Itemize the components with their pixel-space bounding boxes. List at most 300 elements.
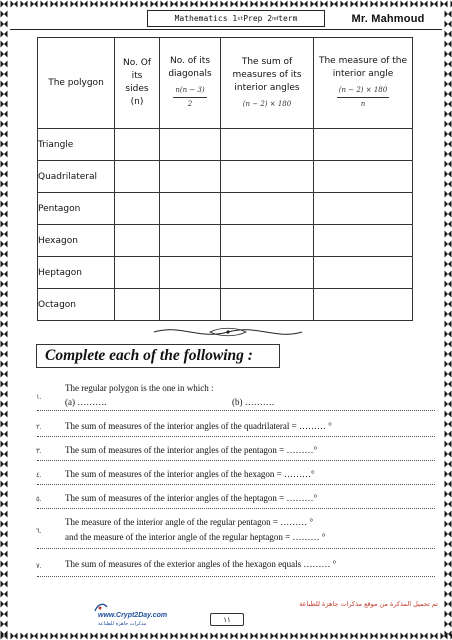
border-bowtie-icon	[200, 0, 208, 8]
border-bowtie-icon	[0, 540, 8, 548]
border-bowtie-icon	[40, 632, 48, 640]
border-bowtie-icon	[0, 570, 8, 578]
header-measure	[314, 38, 413, 129]
border-bowtie-icon	[310, 0, 318, 8]
header-sides	[115, 38, 160, 129]
border-bowtie-icon	[444, 70, 452, 78]
border-bowtie-icon	[444, 150, 452, 158]
polygon-table	[37, 37, 413, 321]
row-label-pentagon: Pentagon	[38, 193, 115, 225]
measure-formula-denominator: n	[360, 100, 366, 108]
border-bowtie-icon	[350, 0, 358, 8]
border-bowtie-icon	[0, 10, 8, 18]
cell-blank[interactable]	[314, 161, 413, 193]
border-bowtie-icon	[0, 550, 8, 558]
border-bowtie-icon	[150, 0, 158, 8]
border-bowtie-icon	[444, 550, 452, 558]
border-bowtie-icon	[444, 170, 452, 178]
table-row	[38, 193, 413, 225]
border-bowtie-icon	[444, 250, 452, 258]
border-bowtie-icon	[120, 632, 128, 640]
border-bowtie-icon	[100, 0, 108, 8]
border-bowtie-icon	[0, 60, 8, 68]
border-bowtie-icon	[444, 210, 452, 218]
border-bowtie-icon	[140, 632, 148, 640]
border-bowtie-icon	[330, 0, 338, 8]
border-bowtie-icon	[340, 0, 348, 8]
border-bowtie-icon	[0, 140, 8, 148]
border-bowtie-icon	[120, 0, 128, 8]
border-bowtie-icon	[444, 360, 452, 368]
diagonals-formula-denominator: 2	[187, 100, 193, 108]
border-bowtie-icon	[444, 380, 452, 388]
border-bowtie-icon	[0, 530, 8, 538]
border-bowtie-icon	[320, 632, 328, 640]
border-bowtie-icon	[0, 620, 8, 628]
border-bowtie-icon	[0, 300, 8, 308]
border-bowtie-icon	[270, 0, 278, 8]
border-bowtie-icon	[444, 540, 452, 548]
border-bowtie-icon	[190, 0, 198, 8]
border-bowtie-icon	[0, 600, 8, 608]
border-bowtie-icon	[444, 500, 452, 508]
border-bowtie-icon	[260, 0, 268, 8]
border-bowtie-icon	[0, 490, 8, 498]
border-bowtie-icon	[0, 180, 8, 188]
cell-blank[interactable]	[115, 129, 160, 161]
question-number: ٧.	[36, 562, 42, 570]
question-3-text: The sum of measures of the interior angles of the pentagon = ………°	[65, 445, 318, 455]
border-bowtie-icon	[0, 390, 8, 398]
table-row	[38, 289, 413, 321]
question-number: ٢.	[36, 423, 42, 431]
header-polygon	[38, 38, 115, 129]
border-bowtie-icon	[0, 230, 8, 238]
border-bowtie-icon	[110, 0, 118, 8]
border-bowtie-icon	[70, 632, 78, 640]
border-bowtie-icon	[444, 120, 452, 128]
border-bowtie-icon	[444, 320, 452, 328]
border-bowtie-icon	[0, 630, 8, 638]
border-bowtie-icon	[444, 580, 452, 588]
cell-blank[interactable]	[115, 193, 160, 225]
question-7-text: The sum of measures of the exterior angles of the hexagon equals ……… °	[65, 559, 337, 569]
border-bowtie-icon	[220, 632, 228, 640]
row-label-quadrilateral: Quadrilateral	[38, 161, 115, 193]
border-bowtie-icon	[0, 270, 8, 278]
question-5-text: The sum of measures of the interior angles of the heptagon = ………°	[65, 493, 318, 503]
border-bowtie-icon	[444, 420, 452, 428]
border-bowtie-icon	[180, 632, 188, 640]
border-bowtie-icon	[444, 330, 452, 338]
border-bowtie-icon	[0, 40, 8, 48]
border-bowtie-icon	[444, 30, 452, 38]
border-bowtie-icon	[430, 0, 438, 8]
border-bowtie-icon	[240, 0, 248, 8]
border-bowtie-icon	[430, 632, 438, 640]
diagonals-formula-numerator: n(n − 3)	[173, 84, 206, 98]
title-ordinal-nd: nd	[272, 15, 279, 22]
border-bowtie-icon	[290, 632, 298, 640]
border-bowtie-icon	[444, 400, 452, 408]
border-bowtie-icon	[140, 0, 148, 8]
border-bowtie-icon	[444, 450, 452, 458]
border-bowtie-icon	[160, 632, 168, 640]
border-bowtie-icon	[444, 260, 452, 268]
cell-blank[interactable]	[314, 129, 413, 161]
border-bowtie-icon	[170, 632, 178, 640]
border-bowtie-icon	[90, 0, 98, 8]
border-bowtie-icon	[0, 330, 8, 338]
border-bowtie-icon	[0, 210, 8, 218]
border-bowtie-icon	[0, 370, 8, 378]
border-bowtie-icon	[444, 590, 452, 598]
border-bowtie-icon	[40, 0, 48, 8]
border-bowtie-icon	[0, 130, 8, 138]
site-logo-icon	[94, 602, 108, 612]
border-bowtie-icon	[444, 40, 452, 48]
border-bowtie-icon	[160, 0, 168, 8]
cell-blank[interactable]	[160, 225, 221, 257]
border-bowtie-icon	[0, 110, 8, 118]
border-bowtie-icon	[444, 530, 452, 538]
border-left	[0, 0, 8, 640]
border-bowtie-icon	[0, 320, 8, 328]
border-bowtie-icon	[0, 310, 8, 318]
question-2-text: The sum of measures of the interior angles of the quadrilateral = ……… °	[65, 421, 332, 431]
row-label-heptagon: Heptagon	[38, 257, 115, 289]
cell-blank[interactable]	[160, 161, 221, 193]
cell-blank[interactable]	[160, 289, 221, 321]
border-bowtie-icon	[0, 430, 8, 438]
border-bowtie-icon	[0, 70, 8, 78]
border-bowtie-icon	[300, 0, 308, 8]
cell-blank[interactable]	[314, 289, 413, 321]
border-bowtie-icon	[444, 600, 452, 608]
border-bowtie-icon	[444, 560, 452, 568]
border-bowtie-icon	[444, 200, 452, 208]
question-divider	[37, 508, 435, 509]
border-bowtie-icon	[0, 150, 8, 158]
border-bowtie-icon	[0, 260, 8, 268]
question-divider	[37, 576, 435, 577]
border-bowtie-icon	[444, 510, 452, 518]
header-divider	[10, 29, 442, 30]
cell-blank[interactable]	[115, 257, 160, 289]
border-bowtie-icon	[0, 30, 8, 38]
border-bowtie-icon	[444, 220, 452, 228]
border-bowtie-icon	[270, 632, 278, 640]
border-bowtie-icon	[0, 350, 8, 358]
header-sides-label: No. Of its sides (n)	[122, 58, 152, 107]
border-bowtie-icon	[360, 0, 368, 8]
border-bowtie-icon	[444, 570, 452, 578]
border-bowtie-icon	[0, 50, 8, 58]
question-divider	[37, 548, 435, 549]
question-1-option-a: (a) ……….	[65, 397, 107, 407]
table-row	[38, 257, 413, 289]
border-bowtie-icon	[444, 300, 452, 308]
border-top	[0, 0, 452, 8]
border-bowtie-icon	[110, 632, 118, 640]
border-bowtie-icon	[310, 632, 318, 640]
border-bowtie-icon	[0, 240, 8, 248]
border-bowtie-icon	[220, 0, 228, 8]
border-bowtie-icon	[250, 632, 258, 640]
question-divider	[37, 410, 435, 411]
border-bowtie-icon	[330, 632, 338, 640]
border-bowtie-icon	[444, 230, 452, 238]
flourish-divider-icon	[150, 324, 306, 340]
cell-blank[interactable]	[160, 257, 221, 289]
border-bowtie-icon	[410, 632, 418, 640]
section-title: Complete each of the following :	[36, 344, 280, 368]
question-number: ٤.	[36, 471, 42, 479]
cell-blank[interactable]	[160, 193, 221, 225]
question-divider	[37, 436, 435, 437]
border-bowtie-icon	[0, 360, 8, 368]
question-1-option-b: (b) ……….	[232, 397, 274, 407]
border-bowtie-icon	[444, 340, 452, 348]
border-bowtie-icon	[444, 440, 452, 448]
border-bowtie-icon	[444, 520, 452, 528]
border-bowtie-icon	[444, 430, 452, 438]
header-diagonals	[160, 38, 221, 129]
border-bowtie-icon	[0, 290, 8, 298]
border-bowtie-icon	[444, 610, 452, 618]
border-bowtie-icon	[20, 632, 28, 640]
border-bowtie-icon	[0, 590, 8, 598]
border-bowtie-icon	[340, 632, 348, 640]
cell-blank[interactable]	[221, 225, 314, 257]
diagonals-formula	[173, 84, 206, 111]
cell-blank[interactable]	[314, 257, 413, 289]
title-ordinal-st: st	[237, 15, 244, 22]
row-label-hexagon: Hexagon	[38, 225, 115, 257]
border-bowtie-icon	[444, 160, 452, 168]
border-bowtie-icon	[400, 0, 408, 8]
cell-blank[interactable]	[160, 129, 221, 161]
border-bowtie-icon	[350, 632, 358, 640]
border-bowtie-icon	[0, 20, 8, 28]
border-bowtie-icon	[360, 632, 368, 640]
question-6-line-2: and the measure of the interior angle of the regular heptagon = ……… °	[65, 532, 326, 542]
border-bowtie-icon	[370, 632, 378, 640]
border-bowtie-icon	[80, 632, 88, 640]
title-part-1: Mathematics 1	[174, 14, 238, 23]
border-bowtie-icon	[444, 100, 452, 108]
border-bowtie-icon	[30, 632, 38, 640]
border-bowtie-icon	[444, 140, 452, 148]
border-bowtie-icon	[444, 10, 452, 18]
border-bowtie-icon	[444, 80, 452, 88]
border-bowtie-icon	[0, 560, 8, 568]
question-number: ٥.	[36, 495, 42, 503]
border-bowtie-icon	[444, 410, 452, 418]
border-bowtie-icon	[230, 0, 238, 8]
measure-formula-numerator: (n − 2) × 180	[337, 84, 389, 98]
header-measure-label: The measure of the interior angle	[318, 56, 408, 79]
border-bowtie-icon	[170, 0, 178, 8]
border-bowtie-icon	[0, 90, 8, 98]
border-bowtie-icon	[130, 0, 138, 8]
border-bowtie-icon	[444, 280, 452, 288]
border-bowtie-icon	[210, 0, 218, 8]
border-bowtie-icon	[0, 440, 8, 448]
border-bowtie-icon	[444, 290, 452, 298]
cell-blank[interactable]	[221, 193, 314, 225]
border-bowtie-icon	[0, 170, 8, 178]
border-bowtie-icon	[50, 0, 58, 8]
border-bowtie-icon	[90, 632, 98, 640]
border-bowtie-icon	[390, 632, 398, 640]
border-bowtie-icon	[444, 620, 452, 628]
border-bowtie-icon	[150, 632, 158, 640]
border-bowtie-icon	[200, 632, 208, 640]
border-bowtie-icon	[0, 250, 8, 258]
cell-blank[interactable]	[221, 257, 314, 289]
border-bowtie-icon	[30, 0, 38, 8]
border-bowtie-icon	[444, 240, 452, 248]
cell-blank[interactable]	[115, 161, 160, 193]
border-right	[444, 0, 452, 640]
border-bowtie-icon	[444, 190, 452, 198]
header-diagonals-label: No. of its diagonals	[168, 56, 212, 79]
border-bowtie-icon	[240, 632, 248, 640]
border-bowtie-icon	[0, 100, 8, 108]
border-bowtie-icon	[290, 0, 298, 8]
header-sum-label: The sum of measures of its interior angles	[232, 56, 302, 93]
border-bowtie-icon	[0, 420, 8, 428]
border-bowtie-icon	[0, 80, 8, 88]
border-bowtie-icon	[260, 632, 268, 640]
cell-blank[interactable]	[314, 225, 413, 257]
border-bowtie-icon	[70, 0, 78, 8]
question-number: ١.	[36, 393, 42, 401]
border-bowtie-icon	[180, 0, 188, 8]
border-bowtie-icon	[444, 310, 452, 318]
border-bowtie-icon	[420, 0, 428, 8]
border-bowtie-icon	[250, 0, 258, 8]
border-bowtie-icon	[130, 632, 138, 640]
border-bowtie-icon	[400, 632, 408, 640]
border-bowtie-icon	[444, 180, 452, 188]
border-bowtie-icon	[444, 110, 452, 118]
document-title	[147, 10, 325, 27]
border-bowtie-icon	[0, 410, 8, 418]
border-bowtie-icon	[300, 632, 308, 640]
border-bowtie-icon	[420, 632, 428, 640]
border-bowtie-icon	[20, 0, 28, 8]
border-bowtie-icon	[444, 390, 452, 398]
border-bowtie-icon	[0, 460, 8, 468]
border-bowtie-icon	[80, 0, 88, 8]
border-bowtie-icon	[0, 380, 8, 388]
border-bowtie-icon	[60, 632, 68, 640]
border-bowtie-icon	[0, 280, 8, 288]
border-bowtie-icon	[0, 480, 8, 488]
border-bowtie-icon	[0, 470, 8, 478]
title-part-2: Prep 2	[243, 14, 273, 23]
border-bowtie-icon	[370, 0, 378, 8]
row-label-triangle: Triangle	[38, 129, 115, 161]
question-1-line-1: The regular polygon is the one in which :	[65, 383, 214, 393]
question-divider	[37, 484, 435, 485]
download-note: تم تحميل المذكرة من موقع مذكرات جاهزة للطباعة	[299, 600, 438, 608]
border-bowtie-icon	[0, 520, 8, 528]
question-6-line-1: The measure of the interior angle of the regular pentagon = ……… °	[65, 517, 314, 527]
site-tagline: مذكرات جاهزة للطباعة	[98, 621, 147, 627]
table-header-row	[38, 38, 413, 129]
border-bowtie-icon	[280, 0, 288, 8]
row-label-octagon: Octagon	[38, 289, 115, 321]
border-bowtie-icon	[0, 220, 8, 228]
border-bowtie-icon	[390, 0, 398, 8]
border-bowtie-icon	[0, 160, 8, 168]
border-bowtie-icon	[444, 350, 452, 358]
border-bowtie-icon	[320, 0, 328, 8]
border-bowtie-icon	[444, 90, 452, 98]
border-bowtie-icon	[444, 20, 452, 28]
border-bowtie-icon	[380, 0, 388, 8]
border-bowtie-icon	[0, 500, 8, 508]
border-bowtie-icon	[0, 450, 8, 458]
cell-blank[interactable]	[115, 225, 160, 257]
border-bowtie-icon	[190, 632, 198, 640]
question-4-text: The sum of measures of the interior angles of the hexagon = ………°	[65, 469, 315, 479]
border-bowtie-icon	[0, 580, 8, 588]
border-bowtie-icon	[50, 632, 58, 640]
cell-blank[interactable]	[221, 129, 314, 161]
question-divider	[37, 460, 435, 461]
border-bowtie-icon	[444, 60, 452, 68]
site-url-link[interactable]: www.Crypt2Day.com	[98, 612, 168, 619]
border-bowtie-icon	[444, 460, 452, 468]
border-bowtie-icon	[0, 120, 8, 128]
cell-blank[interactable]	[314, 193, 413, 225]
header-polygon-label: The polygon	[48, 77, 104, 88]
border-bowtie-icon	[60, 0, 68, 8]
border-bowtie-icon	[100, 632, 108, 640]
border-bowtie-icon	[444, 130, 452, 138]
border-bowtie-icon	[444, 470, 452, 478]
border-bowtie-icon	[210, 632, 218, 640]
cell-blank[interactable]	[115, 289, 160, 321]
border-bowtie-icon	[444, 630, 452, 638]
border-bowtie-icon	[0, 400, 8, 408]
border-bowtie-icon	[0, 190, 8, 198]
table-row	[38, 129, 413, 161]
border-bowtie-icon	[444, 370, 452, 378]
title-part-3: term	[278, 14, 298, 23]
cell-blank[interactable]	[221, 161, 314, 193]
border-bowtie-icon	[444, 270, 452, 278]
border-bowtie-icon	[0, 200, 8, 208]
table-row	[38, 225, 413, 257]
border-bottom	[0, 632, 452, 640]
border-bowtie-icon	[380, 632, 388, 640]
question-number: ٦.	[36, 527, 42, 535]
sum-formula: (n − 2) × 180	[242, 99, 292, 108]
teacher-name: Mr. Mahmoud	[340, 10, 436, 27]
border-bowtie-icon	[0, 340, 8, 348]
border-bowtie-icon	[444, 480, 452, 488]
table-row	[38, 161, 413, 193]
cell-blank[interactable]	[221, 289, 314, 321]
border-bowtie-icon	[0, 610, 8, 618]
border-bowtie-icon	[410, 0, 418, 8]
header-sum	[221, 38, 314, 129]
